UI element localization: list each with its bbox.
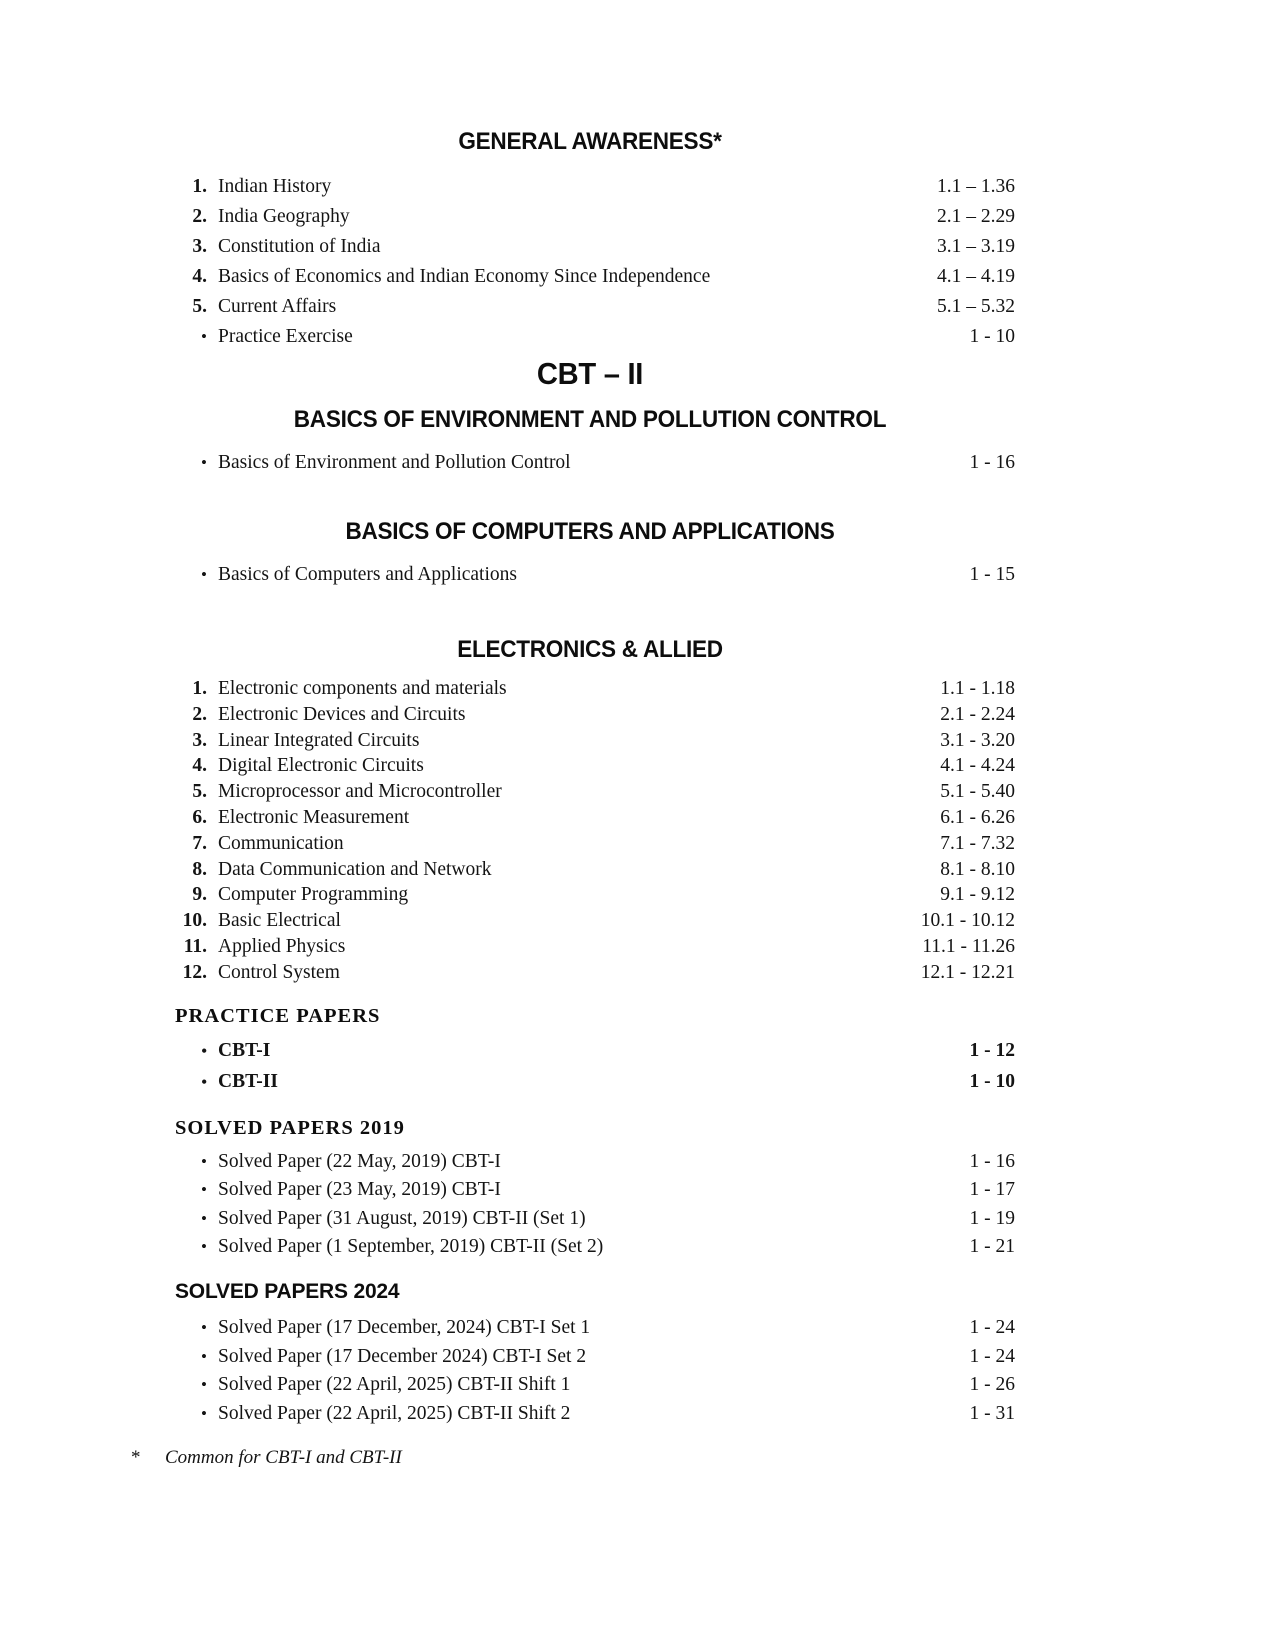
entry-number: 7. xyxy=(192,832,207,854)
bullet-icon: • xyxy=(201,453,207,472)
entry-number: 1. xyxy=(192,678,207,699)
toc-entry xyxy=(165,1036,1015,1067)
entry-title: Solved Paper (1 September, 2019) CBT-II (Set 2) xyxy=(218,1236,604,1258)
entry-title: Linear Integrated Circuits xyxy=(218,729,420,751)
entry-number: 2. xyxy=(192,703,207,725)
toc-entry xyxy=(165,1067,1015,1098)
entry-number: 2. xyxy=(192,206,207,227)
entry-title: Solved Paper (22 April, 2025) CBT-II Shift 2 xyxy=(218,1402,571,1424)
toc-entry xyxy=(165,1148,1015,1177)
entry-title: Basics of Environment and Pollution Control xyxy=(218,452,571,473)
page-range: 1 - 16 xyxy=(969,452,1015,473)
entry-title: Indian History xyxy=(218,176,332,197)
bullet-icon: • xyxy=(201,1208,207,1228)
toc-entry xyxy=(165,172,1015,202)
page-range: 2.1 – 2.29 xyxy=(937,206,1015,227)
section-title-computers: BASICS OF COMPUTERS AND APPLICATIONS xyxy=(345,518,835,545)
entry-number: 12. xyxy=(182,961,207,983)
page-range: 1 - 24 xyxy=(969,1345,1015,1367)
entry-title: Solved Paper (31 August, 2019) CBT-II (Set 1) xyxy=(218,1207,586,1229)
toc-entry xyxy=(165,728,1015,754)
page-range: 4.1 – 4.19 xyxy=(937,266,1015,287)
toc-entry xyxy=(165,934,1015,960)
toc-entry xyxy=(165,560,1015,590)
entry-number: 5. xyxy=(192,781,207,803)
page-range: 6.1 - 6.26 xyxy=(940,806,1015,828)
page-range: 7.1 - 7.32 xyxy=(940,832,1015,854)
entry-title: CBT-II xyxy=(218,1070,278,1092)
page-range: 12.1 - 12.21 xyxy=(920,961,1015,983)
page-range: 8.1 - 8.10 xyxy=(940,858,1015,880)
section-title-environment: BASICS OF ENVIRONMENT AND POLLUTION CONTROL xyxy=(293,406,887,433)
page-range: 5.1 - 5.40 xyxy=(940,781,1015,803)
entry-title: Data Communication and Network xyxy=(218,858,492,880)
entry-title: Current Affairs xyxy=(218,296,337,317)
page-range: 1 - 10 xyxy=(969,1070,1015,1092)
page-range: 3.1 – 3.19 xyxy=(937,236,1015,257)
bullet-icon: • xyxy=(201,1042,207,1060)
entry-title: Practice Exercise xyxy=(218,326,353,347)
entry-number: 9. xyxy=(192,884,207,906)
entry-number: 5. xyxy=(192,296,207,317)
entry-title: Solved Paper (22 April, 2025) CBT-II Shift 1 xyxy=(218,1374,571,1396)
bullet-icon: • xyxy=(201,565,207,584)
toc-entry xyxy=(165,292,1015,322)
entry-title: Control System xyxy=(218,961,340,983)
entry-title: Basic Electrical xyxy=(218,910,341,932)
entry-title: Basics of Economics and Indian Economy Since Independence xyxy=(218,266,711,287)
toc-entry xyxy=(165,702,1015,728)
toc-entry xyxy=(165,1343,1015,1372)
toc-entry xyxy=(165,831,1015,857)
page-range: 1 - 31 xyxy=(969,1402,1015,1424)
bullet-icon: • xyxy=(201,1403,207,1423)
page-range: 1 - 21 xyxy=(969,1236,1015,1258)
bullet-icon: • xyxy=(201,1237,207,1257)
page-range: 1.1 - 1.18 xyxy=(940,678,1015,699)
entry-title: Applied Physics xyxy=(218,935,346,957)
toc-entry xyxy=(165,805,1015,831)
page-range: 1.1 – 1.36 xyxy=(937,176,1015,197)
entry-title: Electronic Measurement xyxy=(218,806,410,828)
entry-title: Electronic Devices and Circuits xyxy=(218,703,466,725)
toc-entry xyxy=(165,1205,1015,1234)
toc-entry xyxy=(165,232,1015,262)
toc-entry xyxy=(165,1176,1015,1205)
entry-title: Constitution of India xyxy=(218,236,381,257)
page-range: 3.1 - 3.20 xyxy=(940,729,1015,751)
page-range: 1 - 10 xyxy=(969,326,1015,347)
footnote-asterisk: * xyxy=(131,1447,141,1469)
entry-title: Digital Electronic Circuits xyxy=(218,755,424,777)
footnote-text: Common for CBT-I and CBT-II xyxy=(165,1447,402,1469)
subheading-solved-papers-2019: SOLVED PAPERS 2019 xyxy=(175,1116,405,1139)
page-range: 1 - 26 xyxy=(969,1374,1015,1396)
entry-number: 11. xyxy=(183,935,207,957)
entry-number: 6. xyxy=(192,806,207,828)
bullet-icon: • xyxy=(201,1375,207,1395)
practice-papers-list xyxy=(165,1036,1015,1098)
toc-entry xyxy=(165,857,1015,883)
page-range: 1 - 16 xyxy=(969,1150,1015,1172)
page-range: 1 - 24 xyxy=(969,1316,1015,1338)
toc-entry xyxy=(165,1371,1015,1400)
solved-papers-2024-list xyxy=(165,1314,1015,1428)
part-title-cbt2: CBT – II xyxy=(536,356,644,391)
entry-number: 8. xyxy=(192,858,207,880)
entry-number: 1. xyxy=(192,176,207,197)
page-range: 9.1 - 9.12 xyxy=(940,884,1015,906)
toc-entry xyxy=(165,202,1015,232)
entry-title: Communication xyxy=(218,832,344,854)
page-range: 11.1 - 11.26 xyxy=(922,935,1015,957)
page-range: 5.1 – 5.32 xyxy=(937,296,1015,317)
entry-title: Basics of Computers and Applications xyxy=(218,564,517,585)
entry-title: Solved Paper (22 May, 2019) CBT-I xyxy=(218,1150,501,1172)
electronics-list xyxy=(165,676,1015,986)
entry-title: Electronic components and materials xyxy=(218,678,507,699)
bullet-icon: • xyxy=(201,327,207,346)
entry-number: 3. xyxy=(192,729,207,751)
entry-title: India Geography xyxy=(218,206,350,227)
subheading-solved-papers-2024: SOLVED PAPERS 2024 xyxy=(175,1279,400,1303)
toc-entry xyxy=(165,882,1015,908)
toc-content xyxy=(131,0,1015,1470)
general-awareness-list xyxy=(165,172,1015,352)
toc-entry xyxy=(165,448,1015,478)
section-title-general-awareness: GENERAL AWARENESS* xyxy=(458,128,722,155)
toc-entry xyxy=(165,960,1015,986)
page-range: 1 - 15 xyxy=(969,564,1015,585)
toc-entry xyxy=(165,262,1015,292)
page-range: 10.1 - 10.12 xyxy=(920,910,1015,932)
entry-number: 10. xyxy=(182,910,207,932)
toc-entry xyxy=(165,1314,1015,1343)
toc-entry xyxy=(165,779,1015,805)
bullet-icon: • xyxy=(201,1180,207,1200)
page-range: 1 - 17 xyxy=(969,1179,1015,1201)
entry-title: Solved Paper (17 December, 2024) CBT-I Set 1 xyxy=(218,1316,591,1338)
bullet-icon: • xyxy=(201,1346,207,1366)
entry-number: 4. xyxy=(192,266,207,287)
toc-entry xyxy=(165,1400,1015,1429)
entry-title: CBT-I xyxy=(218,1039,271,1061)
entry-title: Computer Programming xyxy=(218,884,409,906)
subheading-practice-papers: PRACTICE PAPERS xyxy=(175,1004,381,1027)
toc-entry xyxy=(165,908,1015,934)
page-range: 1 - 19 xyxy=(969,1207,1015,1229)
footnote xyxy=(131,1446,1015,1470)
bullet-icon: • xyxy=(201,1317,207,1337)
section-title-electronics: ELECTRONICS & ALLIED xyxy=(457,636,723,663)
page-range: 2.1 - 2.24 xyxy=(940,703,1015,725)
page-range: 4.1 - 4.24 xyxy=(940,755,1015,777)
bullet-icon: • xyxy=(201,1151,207,1171)
entry-number: 4. xyxy=(192,755,207,777)
solved-papers-2019-list xyxy=(165,1148,1015,1262)
entry-number: 3. xyxy=(192,236,207,257)
toc-entry xyxy=(165,1233,1015,1262)
toc-entry xyxy=(165,753,1015,779)
entry-title: Solved Paper (23 May, 2019) CBT-I xyxy=(218,1179,501,1201)
toc-entry xyxy=(165,322,1015,352)
page-range: 1 - 12 xyxy=(969,1039,1015,1061)
entry-title: Microprocessor and Microcontroller xyxy=(218,781,502,803)
entry-title: Solved Paper (17 December 2024) CBT-I Set 2 xyxy=(218,1345,587,1367)
toc-entry xyxy=(165,676,1015,702)
bullet-icon: • xyxy=(201,1073,207,1091)
